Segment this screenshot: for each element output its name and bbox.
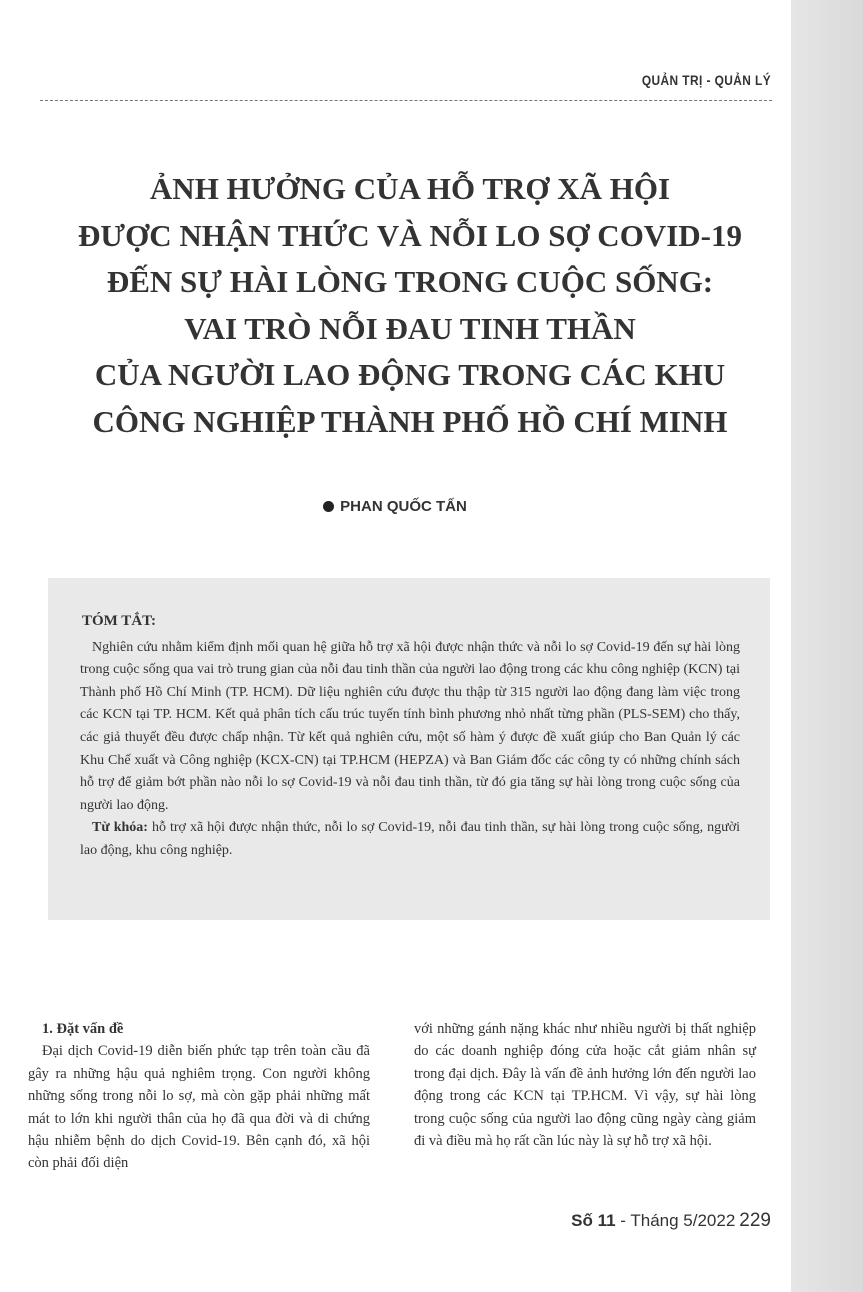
body-column-right	[414, 1018, 756, 1152]
author-name: PHAN QUỐC TẤN	[340, 498, 467, 515]
issue-number: Số 11	[571, 1211, 616, 1230]
title-line: CÔNG NGHIỆP THÀNH PHỐ HỒ CHÍ MINH	[92, 403, 728, 439]
abstract-box	[48, 578, 770, 920]
title-line: ĐẾN SỰ HÀI LÒNG TRONG CUỘC SỐNG:	[106, 264, 714, 299]
body-column-left	[28, 1018, 370, 1175]
article-title	[30, 166, 790, 445]
title-line: ẢNH HƯỞNG CỦA HỖ TRỢ XÃ HỘI	[149, 171, 671, 206]
page-footer	[571, 1210, 771, 1232]
page-edge	[791, 0, 863, 1292]
keywords-text: hỗ trợ xã hội được nhận thức, nỗi lo sợ Covid-19, nỗi đau tinh thần, sự hài lòng trong cuộc sống, người lao động, khu công nghiệp.	[80, 820, 740, 858]
body-paragraph: với những gánh nặng khác như nhiều người bị thất nghiệp do các doanh nghiệp đóng cửa hoặc cắt giảm nhân sự trong đại dịch. Đây là vấn đề ảnh hưởng lớn đến người lao động trong các KCN tại TP.HCM. Vì vậy, sự hài lòng trong cuộc sống của người lao động cũng ngày càng giảm đi và điều mà họ rất cần lúc này là sự hỗ trợ xã hội.	[414, 1021, 756, 1150]
keywords	[80, 817, 740, 862]
author-line	[0, 498, 790, 515]
header-rule	[40, 100, 772, 101]
title-line: ĐƯỢC NHẬN THỨC VÀ NỖI LO SỢ COVID-19	[78, 217, 742, 253]
title-line: VAI TRÒ NỖI ĐAU TINH THẦN	[184, 310, 636, 346]
body-paragraph: Đại dịch Covid-19 diễn biến phức tạp trên toàn cầu đã gây ra những hậu quả nghiêm trọng. Con người không những sống trong nỗi lo sợ, mà còn gặp phải những mất mát to lớn khi người thân của họ đã qua đời và di chứng hậu nhiễm bệnh do dịch Covid-19. Bên cạnh đó, xã hội còn phải đối diện	[28, 1043, 370, 1172]
section-header: QUẢN TRỊ - QUẢN LÝ	[641, 72, 771, 88]
keywords-label: Từ khóa:	[92, 820, 148, 836]
section-heading: 1. Đặt vấn đề	[42, 1021, 124, 1037]
bullet-icon	[323, 501, 334, 512]
abstract-heading: TÓM TẮT:	[82, 613, 157, 629]
issue-date: - Tháng 5/2022	[615, 1211, 736, 1230]
abstract-body: Nghiên cứu nhằm kiểm định mối quan hệ giữa hỗ trợ xã hội được nhận thức và nỗi lo sợ Covid-19 đến sự hài lòng trong cuộc sống qua vai trò trung gian của nỗi đau tinh thần của người lao động trong các khu công nghiệp (KCN) tại Thành phố Hồ Chí Minh (TP. HCM). Dữ liệu nghiên cứu được thu thập từ 315 người lao động đang làm việc trong các KCN tại TP. HCM. Kết quả phân tích cấu trúc tuyến tính bình phương nhỏ nhất từng phần (PLS-SEM) cho thấy, các giả thuyết đều được chấp nhận. Từ kết quả nghiên cứu, một số hàm ý được đề xuất giúp cho Ban Quản lý các Khu Chế xuất và Công nghiệp (KCX-CN) tại TP.HCM (HEPZA) và Ban Giám đốc các công ty có những chính sách hỗ trợ để giảm bớt phần nào nỗi lo sợ Covid-19 và nỗi đau tinh thần, từ đó gia tăng sự hài lòng trong cuộc sống của người lao động.	[80, 639, 740, 813]
page-number: 229	[739, 1210, 771, 1231]
title-line: CỦA NGƯỜI LAO ĐỘNG TRONG CÁC KHU	[94, 357, 726, 392]
